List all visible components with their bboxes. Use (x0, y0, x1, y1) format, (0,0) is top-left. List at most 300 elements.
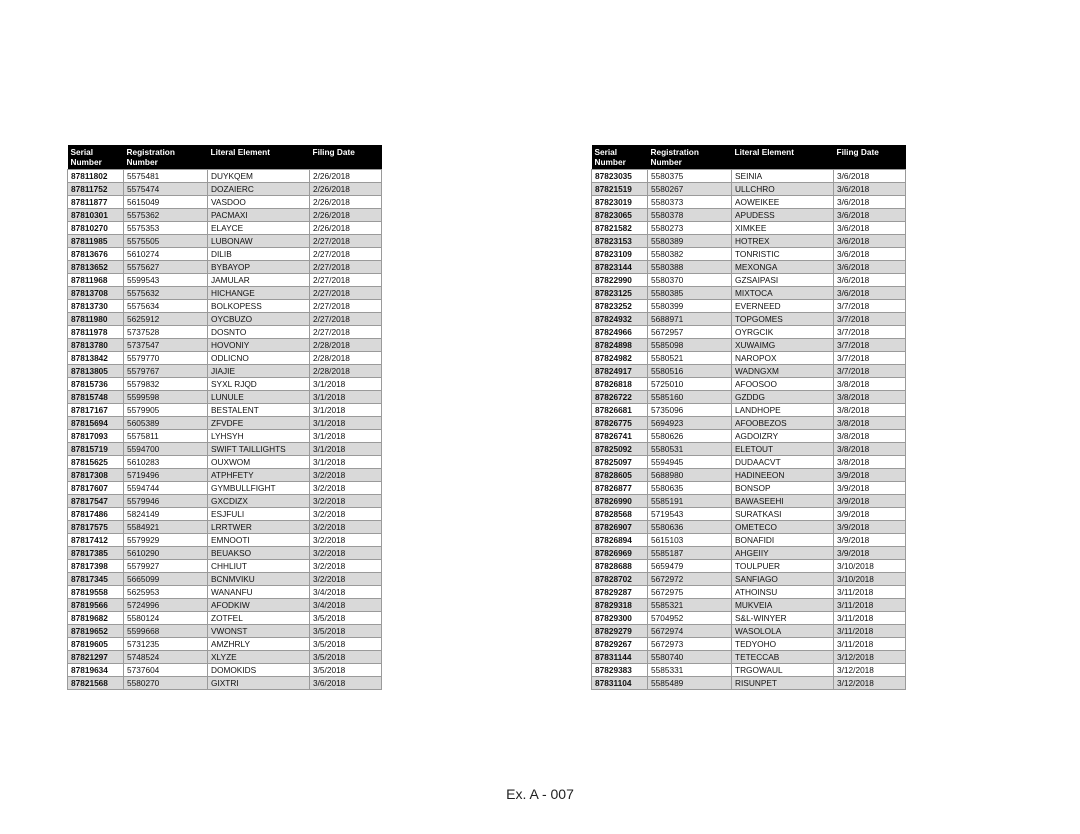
literal-element-cell: ZFVDFE (208, 417, 310, 430)
filing-date-cell: 3/4/2018 (310, 599, 382, 612)
filing-date-cell: 3/8/2018 (834, 391, 906, 404)
serial-number-cell: 87813842 (68, 352, 124, 365)
literal-element-cell: ODLICNO (208, 352, 310, 365)
trademark-table-left (67, 145, 382, 690)
literal-element-cell: LYHSYH (208, 430, 310, 443)
registration-number-cell: 5672975 (648, 586, 732, 599)
table-row (68, 235, 382, 248)
filing-date-cell: 3/8/2018 (834, 378, 906, 391)
filing-date-cell: 3/6/2018 (834, 170, 906, 183)
filing-date-cell: 2/28/2018 (310, 339, 382, 352)
filing-date-cell: 3/1/2018 (310, 417, 382, 430)
serial-number-cell: 87826722 (592, 391, 648, 404)
literal-element-cell: WASOLOLA (732, 625, 834, 638)
serial-number-cell: 87821568 (68, 677, 124, 690)
table-row (68, 222, 382, 235)
table-row (68, 378, 382, 391)
literal-element-cell: AHGEIIY (732, 547, 834, 560)
registration-number-cell: 5585321 (648, 599, 732, 612)
table-row (592, 287, 906, 300)
header-registration-number: Registration Number (648, 145, 732, 170)
serial-number-cell: 87815694 (68, 417, 124, 430)
registration-number-cell: 5575474 (124, 183, 208, 196)
serial-number-cell: 87823153 (592, 235, 648, 248)
literal-element-cell: BEUAKSO (208, 547, 310, 560)
literal-element-cell: BYBAYOP (208, 261, 310, 274)
literal-element-cell: DUDAACVT (732, 456, 834, 469)
literal-element-cell: SEINIA (732, 170, 834, 183)
registration-number-cell: 5610290 (124, 547, 208, 560)
serial-number-cell: 87825097 (592, 456, 648, 469)
table-header-row (592, 145, 906, 170)
registration-number-cell: 5672972 (648, 573, 732, 586)
table-row (68, 261, 382, 274)
registration-number-cell: 5580636 (648, 521, 732, 534)
registration-number-cell: 5580385 (648, 287, 732, 300)
filing-date-cell: 3/6/2018 (834, 287, 906, 300)
table-row (68, 456, 382, 469)
serial-number-cell: 87824898 (592, 339, 648, 352)
filing-date-cell: 3/6/2018 (834, 209, 906, 222)
table-row (592, 417, 906, 430)
literal-element-cell: EVERNEED (732, 300, 834, 313)
serial-number-cell: 87817093 (68, 430, 124, 443)
literal-element-cell: OYCBUZO (208, 313, 310, 326)
filing-date-cell: 2/28/2018 (310, 365, 382, 378)
serial-number-cell: 87826741 (592, 430, 648, 443)
serial-number-cell: 87822990 (592, 274, 648, 287)
table-row (68, 170, 382, 183)
table-row (592, 365, 906, 378)
table-row (592, 534, 906, 547)
literal-element-cell: BONAFIDI (732, 534, 834, 547)
serial-number-cell: 87823252 (592, 300, 648, 313)
serial-number-cell: 87826775 (592, 417, 648, 430)
table-row (592, 508, 906, 521)
trademark-table-right (591, 145, 906, 690)
filing-date-cell: 2/27/2018 (310, 235, 382, 248)
table-row (68, 573, 382, 586)
registration-number-cell: 5737604 (124, 664, 208, 677)
filing-date-cell: 2/27/2018 (310, 274, 382, 287)
registration-number-cell: 5665099 (124, 573, 208, 586)
literal-element-cell: TOPGOMES (732, 313, 834, 326)
registration-number-cell: 5580373 (648, 196, 732, 209)
table-header-row (68, 145, 382, 170)
serial-number-cell: 87829279 (592, 625, 648, 638)
serial-number-cell: 87815736 (68, 378, 124, 391)
registration-number-cell: 5579832 (124, 378, 208, 391)
literal-element-cell: ELETOUT (732, 443, 834, 456)
literal-element-cell: TOULPUER (732, 560, 834, 573)
registration-number-cell: 5575632 (124, 287, 208, 300)
table-row (68, 209, 382, 222)
table-row (592, 456, 906, 469)
serial-number-cell: 87817167 (68, 404, 124, 417)
registration-number-cell: 5580388 (648, 261, 732, 274)
literal-element-cell: SYXL RJQD (208, 378, 310, 391)
registration-number-cell: 5575627 (124, 261, 208, 274)
serial-number-cell: 87824966 (592, 326, 648, 339)
registration-number-cell: 5575353 (124, 222, 208, 235)
filing-date-cell: 3/5/2018 (310, 612, 382, 625)
literal-element-cell: ELAYCE (208, 222, 310, 235)
filing-date-cell: 3/1/2018 (310, 456, 382, 469)
table-row (592, 482, 906, 495)
registration-number-cell: 5719543 (648, 508, 732, 521)
literal-element-cell: ZOTFEL (208, 612, 310, 625)
table-row (592, 170, 906, 183)
filing-date-cell: 3/10/2018 (834, 573, 906, 586)
table-row (592, 586, 906, 599)
table-row (68, 547, 382, 560)
filing-date-cell: 3/7/2018 (834, 313, 906, 326)
serial-number-cell: 87817607 (68, 482, 124, 495)
filing-date-cell: 2/26/2018 (310, 170, 382, 183)
serial-number-cell: 87817547 (68, 495, 124, 508)
literal-element-cell: GZDDG (732, 391, 834, 404)
table-row (68, 274, 382, 287)
registration-number-cell: 5610283 (124, 456, 208, 469)
filing-date-cell: 3/12/2018 (834, 651, 906, 664)
serial-number-cell: 87817398 (68, 560, 124, 573)
table-row (68, 586, 382, 599)
filing-date-cell: 3/5/2018 (310, 625, 382, 638)
filing-date-cell: 3/9/2018 (834, 547, 906, 560)
literal-element-cell: HICHANGE (208, 287, 310, 300)
serial-number-cell: 87826681 (592, 404, 648, 417)
registration-number-cell: 5580521 (648, 352, 732, 365)
filing-date-cell: 3/11/2018 (834, 612, 906, 625)
registration-number-cell: 5585098 (648, 339, 732, 352)
table-row (68, 521, 382, 534)
literal-element-cell: SURATKASI (732, 508, 834, 521)
registration-number-cell: 5824149 (124, 508, 208, 521)
table-row (68, 248, 382, 261)
serial-number-cell: 87813780 (68, 339, 124, 352)
literal-element-cell: GXCDIZX (208, 495, 310, 508)
filing-date-cell: 2/27/2018 (310, 326, 382, 339)
table-row (68, 664, 382, 677)
registration-number-cell: 5625953 (124, 586, 208, 599)
filing-date-cell: 3/11/2018 (834, 625, 906, 638)
registration-number-cell: 5731235 (124, 638, 208, 651)
table-row (592, 300, 906, 313)
header-filing-date: Filing Date (310, 145, 382, 170)
registration-number-cell: 5580382 (648, 248, 732, 261)
serial-number-cell: 87813676 (68, 248, 124, 261)
serial-number-cell: 87813652 (68, 261, 124, 274)
filing-date-cell: 3/7/2018 (834, 352, 906, 365)
filing-date-cell: 3/11/2018 (834, 638, 906, 651)
registration-number-cell: 5659479 (648, 560, 732, 573)
literal-element-cell: GYMBULLFIGHT (208, 482, 310, 495)
filing-date-cell: 3/8/2018 (834, 417, 906, 430)
registration-number-cell: 5672973 (648, 638, 732, 651)
serial-number-cell: 87826907 (592, 521, 648, 534)
filing-date-cell: 2/27/2018 (310, 248, 382, 261)
table-row (68, 638, 382, 651)
serial-number-cell: 87819682 (68, 612, 124, 625)
registration-number-cell: 5580124 (124, 612, 208, 625)
literal-element-cell: DOSNTO (208, 326, 310, 339)
literal-element-cell: OYRGCIK (732, 326, 834, 339)
table-row (68, 495, 382, 508)
filing-date-cell: 3/8/2018 (834, 430, 906, 443)
serial-number-cell: 87831144 (592, 651, 648, 664)
literal-element-cell: SANFIAGO (732, 573, 834, 586)
table-row (592, 196, 906, 209)
literal-element-cell: SWIFT TAILLIGHTS (208, 443, 310, 456)
table-row (592, 430, 906, 443)
literal-element-cell: TRGOWAUL (732, 664, 834, 677)
literal-element-cell: AFOOSOO (732, 378, 834, 391)
literal-element-cell: TETECCAB (732, 651, 834, 664)
serial-number-cell: 87826818 (592, 378, 648, 391)
serial-number-cell: 87826894 (592, 534, 648, 547)
filing-date-cell: 2/26/2018 (310, 222, 382, 235)
registration-number-cell: 5594945 (648, 456, 732, 469)
serial-number-cell: 87819558 (68, 586, 124, 599)
filing-date-cell: 3/12/2018 (834, 664, 906, 677)
literal-element-cell: BOLKOPESS (208, 300, 310, 313)
registration-number-cell: 5625912 (124, 313, 208, 326)
filing-date-cell: 3/8/2018 (834, 404, 906, 417)
filing-date-cell: 3/2/2018 (310, 508, 382, 521)
literal-element-cell: VASDOO (208, 196, 310, 209)
table-row (592, 560, 906, 573)
table-row (592, 599, 906, 612)
serial-number-cell: 87817345 (68, 573, 124, 586)
table-row (68, 430, 382, 443)
filing-date-cell: 3/1/2018 (310, 443, 382, 456)
filing-date-cell: 3/2/2018 (310, 521, 382, 534)
table-row (68, 534, 382, 547)
table-row (68, 196, 382, 209)
filing-date-cell: 3/6/2018 (834, 248, 906, 261)
registration-number-cell: 5735096 (648, 404, 732, 417)
literal-element-cell: LUNULE (208, 391, 310, 404)
literal-element-cell: ATPHFETY (208, 469, 310, 482)
table-row (592, 261, 906, 274)
serial-number-cell: 87817412 (68, 534, 124, 547)
serial-number-cell: 87828688 (592, 560, 648, 573)
filing-date-cell: 3/7/2018 (834, 365, 906, 378)
registration-number-cell: 5599668 (124, 625, 208, 638)
header-literal-element: Literal Element (208, 145, 310, 170)
table-row (592, 469, 906, 482)
table-row (592, 378, 906, 391)
filing-date-cell: 3/2/2018 (310, 560, 382, 573)
registration-number-cell: 5580531 (648, 443, 732, 456)
filing-date-cell: 3/5/2018 (310, 651, 382, 664)
filing-date-cell: 3/6/2018 (834, 235, 906, 248)
table-row (68, 313, 382, 326)
filing-date-cell: 3/6/2018 (834, 183, 906, 196)
registration-number-cell: 5585191 (648, 495, 732, 508)
literal-element-cell: OUXWOM (208, 456, 310, 469)
serial-number-cell: 87817575 (68, 521, 124, 534)
literal-element-cell: JIAJIE (208, 365, 310, 378)
table-row (592, 352, 906, 365)
serial-number-cell: 87821582 (592, 222, 648, 235)
registration-number-cell: 5580389 (648, 235, 732, 248)
filing-date-cell: 3/2/2018 (310, 469, 382, 482)
literal-element-cell: DILIB (208, 248, 310, 261)
filing-date-cell: 3/4/2018 (310, 586, 382, 599)
registration-number-cell: 5579929 (124, 534, 208, 547)
serial-number-cell: 87831104 (592, 677, 648, 690)
table-row (68, 677, 382, 690)
serial-number-cell: 87821297 (68, 651, 124, 664)
header-registration-number: Registration Number (124, 145, 208, 170)
serial-number-cell: 87817486 (68, 508, 124, 521)
table-row (592, 274, 906, 287)
table-row (68, 391, 382, 404)
registration-number-cell: 5594744 (124, 482, 208, 495)
table-row (68, 183, 382, 196)
filing-date-cell: 3/9/2018 (834, 534, 906, 547)
registration-number-cell: 5575634 (124, 300, 208, 313)
serial-number-cell: 87817308 (68, 469, 124, 482)
serial-number-cell: 87828605 (592, 469, 648, 482)
literal-element-cell: VWONST (208, 625, 310, 638)
registration-number-cell: 5580740 (648, 651, 732, 664)
table-row (68, 352, 382, 365)
filing-date-cell: 2/27/2018 (310, 313, 382, 326)
registration-number-cell: 5579767 (124, 365, 208, 378)
registration-number-cell: 5580270 (124, 677, 208, 690)
literal-element-cell: BONSOP (732, 482, 834, 495)
serial-number-cell: 87829383 (592, 664, 648, 677)
filing-date-cell: 3/2/2018 (310, 573, 382, 586)
serial-number-cell: 87811968 (68, 274, 124, 287)
registration-number-cell: 5575505 (124, 235, 208, 248)
filing-date-cell: 3/2/2018 (310, 534, 382, 547)
literal-element-cell: BAWASEEHI (732, 495, 834, 508)
registration-number-cell: 5579905 (124, 404, 208, 417)
serial-number-cell: 87823109 (592, 248, 648, 261)
registration-number-cell: 5599598 (124, 391, 208, 404)
table-row (592, 573, 906, 586)
registration-number-cell: 5725010 (648, 378, 732, 391)
filing-date-cell: 3/9/2018 (834, 469, 906, 482)
registration-number-cell: 5580267 (648, 183, 732, 196)
filing-date-cell: 3/6/2018 (834, 261, 906, 274)
registration-number-cell: 5585489 (648, 677, 732, 690)
registration-number-cell: 5615103 (648, 534, 732, 547)
table-row (592, 664, 906, 677)
serial-number-cell: 87811980 (68, 313, 124, 326)
filing-date-cell: 2/27/2018 (310, 300, 382, 313)
table-row (68, 443, 382, 456)
serial-number-cell: 87813805 (68, 365, 124, 378)
registration-number-cell: 5579770 (124, 352, 208, 365)
filing-date-cell: 2/26/2018 (310, 209, 382, 222)
filing-date-cell: 3/9/2018 (834, 495, 906, 508)
filing-date-cell: 2/26/2018 (310, 196, 382, 209)
serial-number-cell: 87811877 (68, 196, 124, 209)
serial-number-cell: 87815719 (68, 443, 124, 456)
table-row (68, 287, 382, 300)
table-row (68, 469, 382, 482)
table-row (592, 625, 906, 638)
table-row (68, 300, 382, 313)
filing-date-cell: 3/2/2018 (310, 495, 382, 508)
literal-element-cell: DOMOKIDS (208, 664, 310, 677)
literal-element-cell: XUWAIMG (732, 339, 834, 352)
table-row (68, 482, 382, 495)
literal-element-cell: BESTALENT (208, 404, 310, 417)
literal-element-cell: XIMKEE (732, 222, 834, 235)
table-row (592, 495, 906, 508)
literal-element-cell: MEXONGA (732, 261, 834, 274)
table-row (68, 599, 382, 612)
literal-element-cell: HADINEEON (732, 469, 834, 482)
serial-number-cell: 87815748 (68, 391, 124, 404)
serial-number-cell: 87821519 (592, 183, 648, 196)
header-serial-number: Serial Number (68, 145, 124, 170)
filing-date-cell: 3/1/2018 (310, 378, 382, 391)
literal-element-cell: PACMAXI (208, 209, 310, 222)
registration-number-cell: 5672974 (648, 625, 732, 638)
registration-number-cell: 5719496 (124, 469, 208, 482)
serial-number-cell: 87824982 (592, 352, 648, 365)
registration-number-cell: 5585187 (648, 547, 732, 560)
filing-date-cell: 3/6/2018 (834, 274, 906, 287)
literal-element-cell: JAMULAR (208, 274, 310, 287)
filing-date-cell: 3/5/2018 (310, 664, 382, 677)
literal-element-cell: OMETECO (732, 521, 834, 534)
table-row (592, 248, 906, 261)
registration-number-cell: 5599543 (124, 274, 208, 287)
literal-element-cell: ATHOINSU (732, 586, 834, 599)
table-row (68, 651, 382, 664)
registration-number-cell: 5688971 (648, 313, 732, 326)
exhibit-page-label: Ex. A - 007 (506, 786, 574, 802)
filing-date-cell: 3/9/2018 (834, 508, 906, 521)
serial-number-cell: 87815625 (68, 456, 124, 469)
table-row (68, 612, 382, 625)
serial-number-cell: 87810270 (68, 222, 124, 235)
serial-number-cell: 87823144 (592, 261, 648, 274)
serial-number-cell: 87828702 (592, 573, 648, 586)
literal-element-cell: ULLCHRO (732, 183, 834, 196)
filing-date-cell: 3/8/2018 (834, 443, 906, 456)
filing-date-cell: 2/27/2018 (310, 261, 382, 274)
filing-date-cell: 3/9/2018 (834, 482, 906, 495)
header-filing-date: Filing Date (834, 145, 906, 170)
table-row (68, 625, 382, 638)
serial-number-cell: 87824917 (592, 365, 648, 378)
serial-number-cell: 87826877 (592, 482, 648, 495)
filing-date-cell: 3/8/2018 (834, 456, 906, 469)
serial-number-cell: 87829267 (592, 638, 648, 651)
table-row (592, 638, 906, 651)
registration-number-cell: 5688980 (648, 469, 732, 482)
serial-number-cell: 87826990 (592, 495, 648, 508)
literal-element-cell: TONRISTIC (732, 248, 834, 261)
filing-date-cell: 3/2/2018 (310, 547, 382, 560)
filing-date-cell: 2/28/2018 (310, 352, 382, 365)
registration-number-cell: 5605389 (124, 417, 208, 430)
table-row (592, 677, 906, 690)
literal-element-cell: DOZAIERC (208, 183, 310, 196)
table-row (592, 443, 906, 456)
literal-element-cell: EMNOOTI (208, 534, 310, 547)
literal-element-cell: LRRTWER (208, 521, 310, 534)
serial-number-cell: 87829300 (592, 612, 648, 625)
